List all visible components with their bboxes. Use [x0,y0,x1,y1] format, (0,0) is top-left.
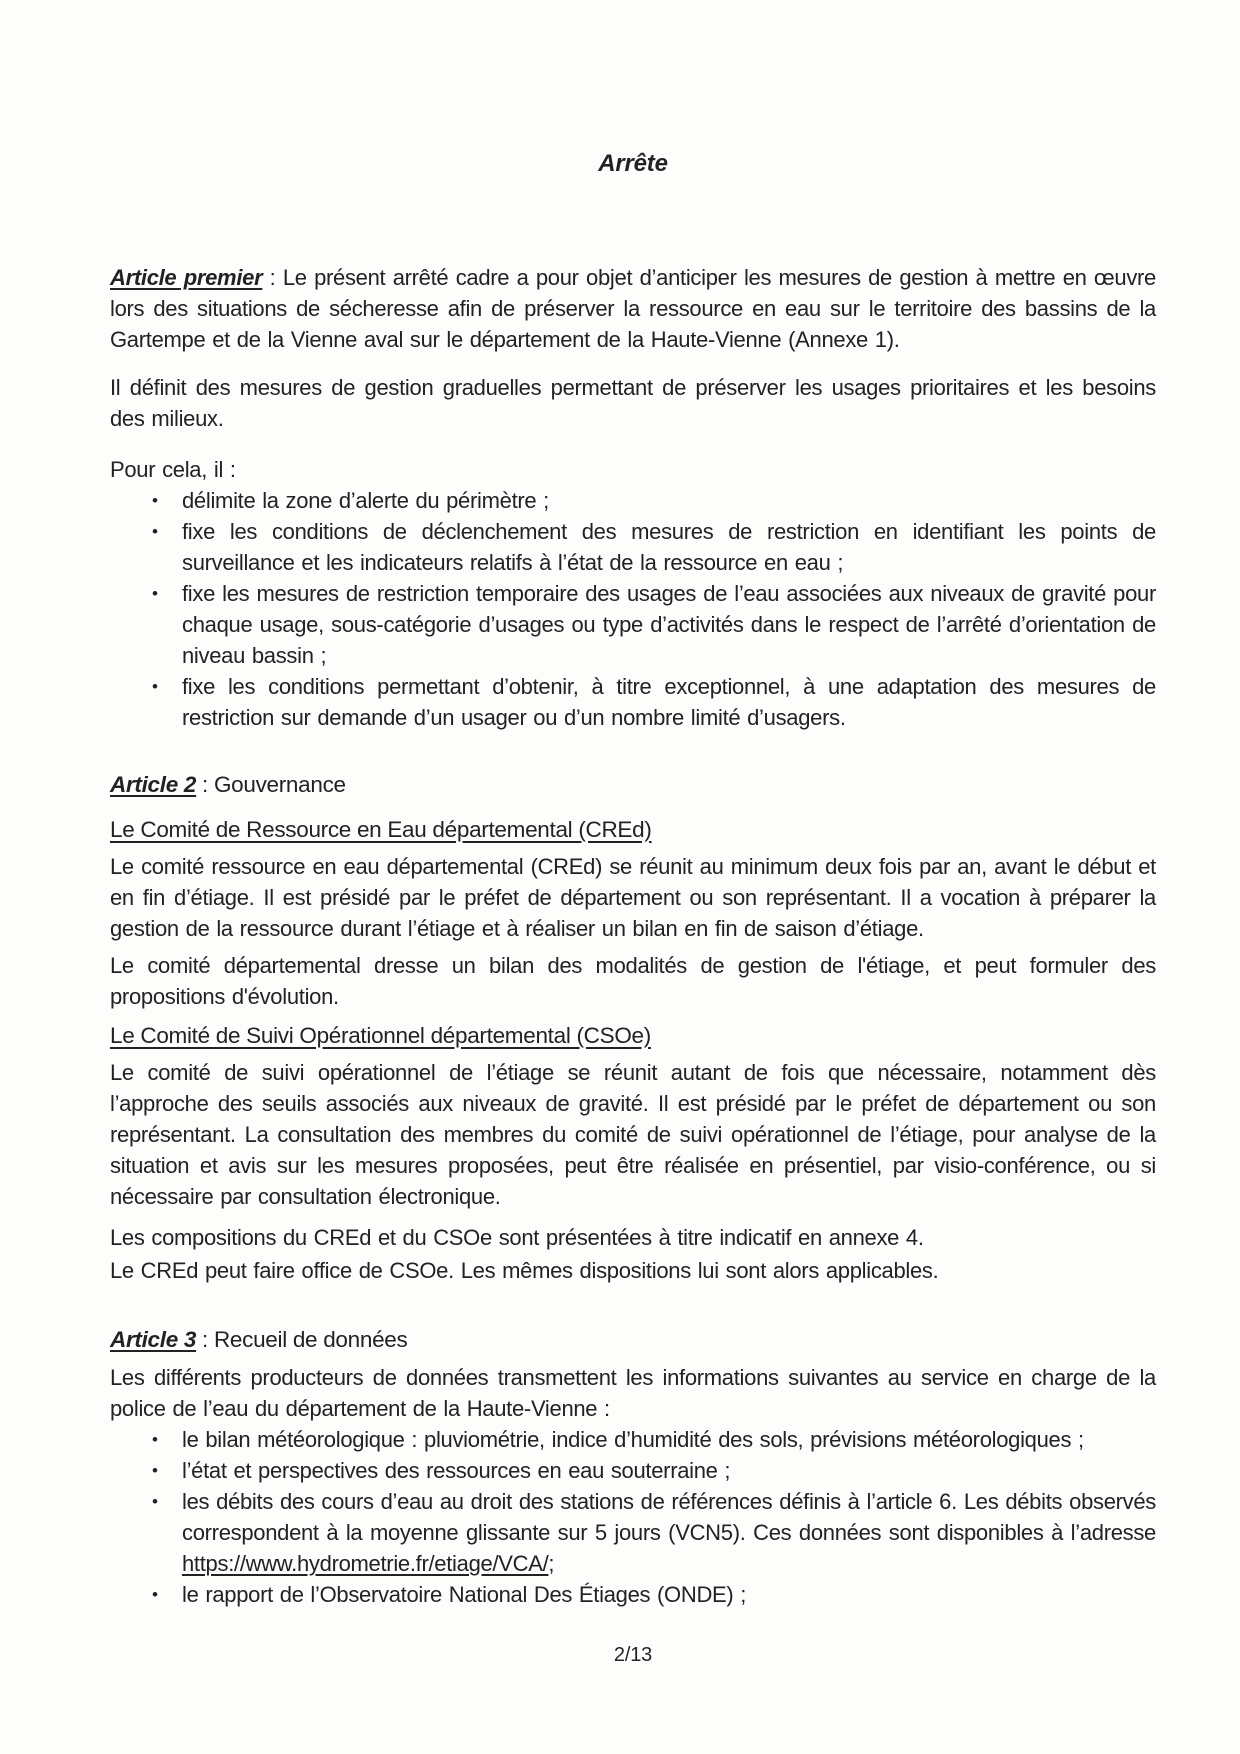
debits-text-end: ; [548,1551,555,1576]
compositions-paragraph: Les compositions du CREd et du CSOe sont présentées à titre indicatif en annexe 4. [110,1225,924,1250]
list-item [110,671,1156,733]
list-item-text: l’état et perspectives des ressources en eau souterraine ; [182,1458,731,1483]
bullet-icon: • [152,491,158,510]
article-3-intro: Les différents producteurs de données transmettent les informations suivantes au service en charge de la police de l’eau du département de la Haute-Vienne : [110,1365,1156,1421]
list-item [110,485,1156,516]
bullet-icon: • [152,1492,158,1511]
cred-paragraph-1: Le comité ressource en eau départemental (CREd) se réunit au minimum deux fois par an, avant le début et en fin d’étiage. Il est présidé par le préfet de département ou son représentant. Il a vocation à préparer la gestion de la ressource durant l’étiage et à réaliser un bilan en fin de saison d’étiage. [110,854,1156,941]
csoe-paragraph: Le comité de suivi opérationnel de l’étiage se réunit autant de fois que nécessaire, notamment dès l’approche des seuils associés aux niveaux de gravité. Il est présidé par le préfet de département ou son représentant. La consultation des membres du comité de suivi opérationnel de l’étiage, pour analyse de la situation et avis sur les mesures proposées, peut être réalisée en présentiel, par visio-conférence, ou si nécessaire par consultation électronique. [110,1060,1156,1209]
article-3-label: Article 3 [110,1327,197,1352]
subheading-cred: Le Comité de Ressource en Eau départemental (CREd) [110,817,652,842]
list-item [110,1486,1156,1579]
list-item [110,516,1156,578]
cred-paragraph-2: Le comité départemental dresse un bilan des modalités de gestion de l'étiage, et peut formuler des propositions d'évolution. [110,953,1156,1009]
list-item-text [182,1486,1156,1579]
debits-text: les débits des cours d’eau au droit des stations de références définis à l’article 6. Les débits observés correspondent à la moyenne glissante sur 5 jours (VCN5). Ces données sont disponibles à l’adresse [182,1489,1156,1545]
document-title: Arrête [598,150,668,177]
list-item [110,1579,1156,1610]
definition-paragraph: Il définit des mesures de gestion graduelles permettant de préserver les usages prioritaires et les besoins des milieux. [110,375,1156,431]
bullet-icon: • [152,1585,158,1604]
article-3-separator: : [196,1327,214,1352]
article-premier-list [110,485,1156,733]
list-item-text: le bilan météorologique : pluviométrie, indice d’humidité des sols, prévisions météorologiques ; [182,1427,1084,1452]
article-2-separator: : [196,772,214,797]
article-2-title: Gouvernance [213,772,346,797]
bullet-icon: • [152,584,158,603]
list-item-text: fixe les conditions de déclenchement des mesures de restriction en identifiant les points de surveillance et les indicateurs relatifs à l’état de la ressource en eau ; [182,519,1156,575]
article-2-label: Article 2 [110,772,197,797]
article-3-list [110,1424,1156,1610]
list-item-text: délimite la zone d’alerte du périmètre ; [182,488,549,513]
bullet-icon: • [152,522,158,541]
page-number: 2/13 [613,1644,653,1666]
article-premier-body: Le présent arrêté cadre a pour objet d’anticiper les mesures de gestion à mettre en œuvre lors des situations de sécheresse afin de préserver la ressource en eau sur le territoire des bassins de la Gartempe et de la Vienne aval sur le département de la Haute-Vienne (Annexe 1). [110,265,1156,352]
article-3-heading [110,1324,1156,1355]
hydrometrie-link[interactable]: https://www.hydrometrie.fr/etiage/VCA/ [182,1551,549,1576]
list-item [110,578,1156,671]
subheading-csoe: Le Comité de Suivi Opérationnel départemental (CSOe) [110,1023,651,1048]
bullet-icon: • [152,1461,158,1480]
list-item [110,1424,1156,1455]
document-content [110,0,1156,1610]
list-intro: Pour cela, il : [110,457,236,482]
article-premier-paragraph [110,262,1156,355]
list-item-text: le rapport de l’Observatoire National Des Étiages (ONDE) ; [182,1582,747,1607]
list-item-text: fixe les conditions permettant d’obtenir, à titre exceptionnel, à une adaptation des mesures de restriction sur demande d’un usager ou d’un nombre limité d’usagers. [182,674,1156,730]
list-item [110,1455,1156,1486]
article-3-title: Recueil de données [213,1327,408,1352]
bullet-icon: • [152,1430,158,1449]
article-2-heading [110,769,1156,800]
list-item-text: fixe les mesures de restriction temporaire des usages de l’eau associées aux niveaux de gravité pour chaque usage, sous-catégorie d’usages ou type d’activités dans le respect de l’arrêté d’orientation de niveau bassin ; [182,581,1156,668]
bullet-icon: • [152,677,158,696]
article-premier-label: Article premier [110,265,263,290]
article-premier-separator: : [262,265,283,290]
cred-office-paragraph: Le CREd peut faire office de CSOe. Les mêmes dispositions lui sont alors applicables. [110,1258,939,1283]
